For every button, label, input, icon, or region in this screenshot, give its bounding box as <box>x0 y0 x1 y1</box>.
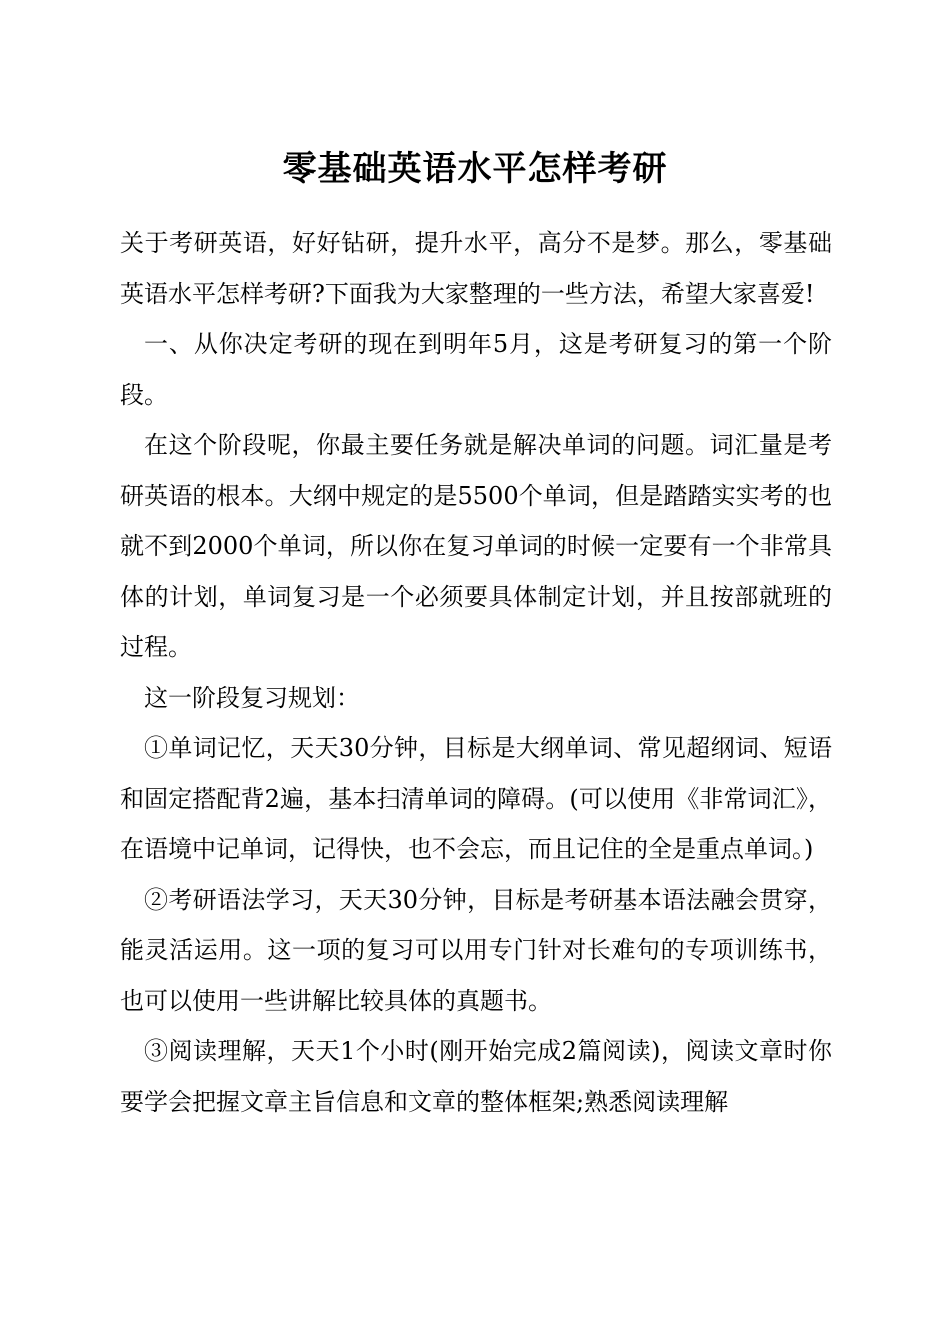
document-body <box>120 218 832 1127</box>
paragraph-intro: 关于考研英语，好好钻研，提升水平，高分不是梦。那么，零基础英语水平怎样考研?下面我为大家整理的一些方法，希望大家喜爱! <box>120 229 832 308</box>
paragraph-plan-item-1: ①单词记忆，天天30分钟，目标是大纲单词、常见超纲词、短语和固定搭配背2遍，基本扫清单词的障碍。(可以使用《非常词汇》，在语境中记单词，记得快，也不会忘，而且记住的全是重点单词。) <box>120 734 832 863</box>
paragraph-stage-one-heading: 一、从你决定考研的现在到明年5月，这是考研复习的第一个阶段。 <box>120 330 832 409</box>
paragraph-plan-item-3: ③阅读理解，天天1个小时(刚开始完成2篇阅读)，阅读文章时你要学会把握文章主旨信息和文章的整体框架;熟悉阅读理解 <box>120 1037 832 1116</box>
document-title: 零基础英语水平怎样考研 <box>282 149 668 189</box>
paragraph-vocabulary-task: 在这个阶段呢，你最主要任务就是解决单词的问题。词汇量是考研英语的根本。大纲中规定的是5500个单词，但是踏踏实实考的也就不到2000个单词，所以你在复习单词的时候一定要有一个非常具体的计划，单词复习是一个必须要具体制定计划，并且按部就班的过程。 <box>120 431 832 661</box>
paragraph-plan-item-2: ②考研语法学习，天天30分钟，目标是考研基本语法融会贯穿，能灵活运用。这一项的复习可以用专门针对长难句的专项训练书，也可以使用一些讲解比较具体的真题书。 <box>120 885 832 1015</box>
paragraph-plan-heading: 这一阶段复习规划： <box>144 683 360 712</box>
